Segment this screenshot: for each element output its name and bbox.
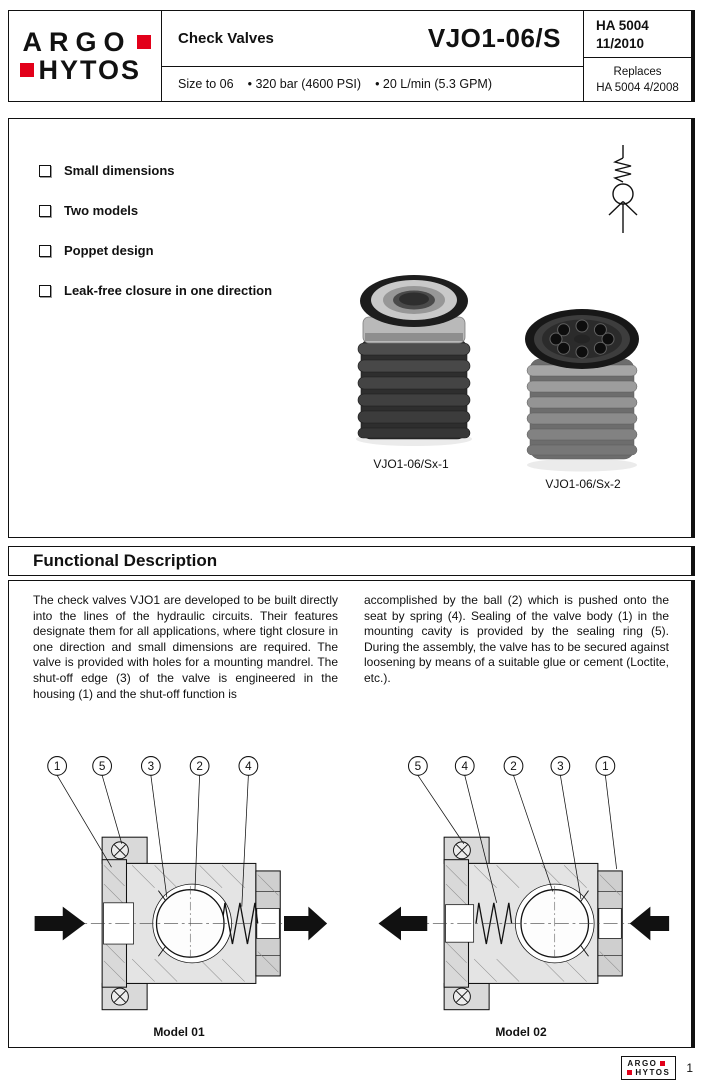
callouts	[409, 757, 615, 776]
header	[8, 10, 695, 102]
footer-logo	[621, 1056, 676, 1080]
logo-red-square-icon	[137, 35, 151, 49]
checkbox-icon	[39, 205, 51, 217]
check-valve-symbol-icon	[597, 143, 649, 235]
product-label-sx1: VJO1-06/Sx-1	[373, 457, 449, 471]
logo-red-square-icon	[660, 1061, 665, 1066]
checkbox-icon	[39, 285, 51, 297]
section-diagrams	[9, 749, 691, 1039]
callout-number: 5	[414, 760, 422, 774]
part-number: VJO1-06/S	[427, 23, 561, 53]
logo-red-square-icon	[627, 1070, 632, 1075]
checkbox-icon	[39, 245, 51, 257]
description-columns	[9, 581, 691, 702]
doc-reference-cell	[583, 11, 691, 101]
model-01-label: Model 01	[153, 1025, 205, 1039]
product-label-sx2: VJO1-06/Sx-2	[545, 477, 621, 491]
callout-number: 4	[461, 760, 469, 774]
callout-number: 1	[53, 760, 61, 774]
valve-photo-sx1-image	[339, 259, 489, 455]
section-title: Functional Description	[33, 551, 218, 570]
diagram-model-01	[29, 749, 329, 1039]
document-title: Check Valves	[178, 30, 274, 47]
page-footer	[8, 1056, 695, 1080]
footer-logo-argo: ARGO	[627, 1059, 658, 1068]
header-middle	[162, 11, 583, 101]
callout-number: 4	[245, 760, 252, 774]
feature-item	[39, 243, 272, 258]
feature-item	[39, 203, 272, 218]
callout-number: 2	[510, 760, 517, 774]
logo-red-square-icon	[20, 63, 34, 77]
doc-code: HA 5004	[596, 18, 649, 33]
features-list	[39, 163, 272, 323]
model-01-cross-section	[29, 749, 329, 1021]
callout-number: 3	[147, 760, 155, 774]
spec-size: Size to 06	[178, 77, 234, 91]
logo-argo-text: ARGO	[22, 26, 132, 57]
feature-label: Leak-free closure in one direction	[64, 283, 273, 298]
functional-description-heading	[8, 546, 695, 576]
replaces-value: HA 5004 4/2008	[596, 82, 679, 95]
brand-logo	[9, 11, 162, 101]
logo-hytos-text: HYTOS	[38, 55, 142, 85]
model-02-cross-section	[371, 749, 671, 1021]
doc-date: 11/2010	[596, 35, 645, 51]
replaces-label: Replaces	[613, 66, 662, 79]
footer-logo-hytos: HYTOS	[635, 1068, 671, 1078]
spec-pressure: • 320 bar (4600 PSI)	[247, 77, 362, 91]
feature-label: Poppet design	[64, 243, 154, 258]
callout-number: 1	[602, 760, 609, 774]
description-column-2: accomplished by the ball (2) which is pushed onto the seat by spring (4). Sealing of the valve body (1) in the mounting cavity is provided by the sealing ring (5). During the assembly, the valve has to be secured against loosening by means of a suitable glue or cement (Loctite, etc.).	[364, 593, 669, 685]
page-number: 1	[686, 1061, 693, 1076]
overview-section	[8, 118, 695, 538]
spec-line	[162, 67, 583, 101]
model-02-label: Model 02	[495, 1025, 547, 1039]
functional-description-body	[8, 580, 695, 1048]
diagram-model-02	[371, 749, 671, 1039]
check-valve-symbol	[597, 143, 649, 240]
feature-label: Small dimensions	[64, 163, 175, 178]
callout-number: 2	[196, 760, 203, 774]
feature-item	[39, 283, 272, 298]
feature-item	[39, 163, 272, 178]
description-column-1: The check valves VJO1 are developed to be built directly into the lines of the hydraulic circuits. Their features designate them for all applications, where tight closure in one direction and small dimensions are required. The valve is provided with holes for a mounting mandrel. The shut-off edge (3) of the valve is engineered in the housing (1) and the shut-off function is	[33, 593, 338, 701]
checkbox-icon	[39, 165, 51, 177]
valve-photo-sx2-image	[512, 299, 652, 477]
callout-number: 3	[557, 760, 564, 774]
logo-row-hytos	[20, 56, 151, 84]
product-photo-sx1	[339, 259, 489, 460]
logo-row-argo	[20, 28, 151, 56]
callouts	[48, 757, 258, 776]
spec-flow: • 20 L/min (5.3 GPM)	[375, 77, 492, 91]
product-photo-sx2	[512, 299, 652, 482]
callout-number: 5	[98, 760, 106, 774]
feature-label: Two models	[64, 203, 139, 218]
